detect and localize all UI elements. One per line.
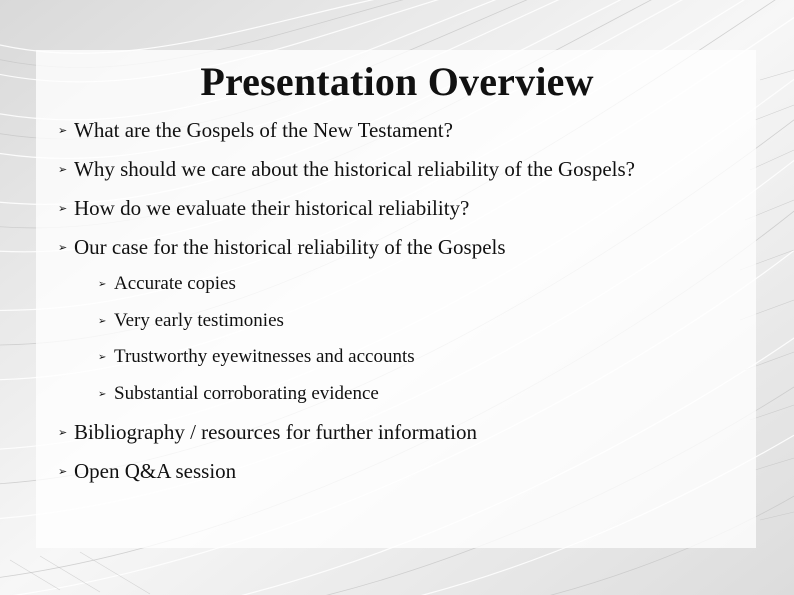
arrow-bullet-icon: ➢ bbox=[98, 315, 107, 327]
list-item-label: Our case for the historical reliability of the Gospels bbox=[74, 235, 506, 259]
sub-list-item bbox=[98, 346, 415, 368]
arrow-bullet-icon: ➢ bbox=[58, 202, 68, 215]
list-item-label: What are the Gospels of the New Testament? bbox=[74, 118, 453, 142]
list-item-label: Why should we care about the historical reliability of the Gospels? bbox=[74, 157, 636, 181]
list-item bbox=[58, 459, 236, 484]
arrow-bullet-icon: ➢ bbox=[58, 163, 68, 176]
arrow-bullet-icon: ➢ bbox=[58, 465, 68, 478]
list-item bbox=[58, 118, 453, 143]
arrow-bullet-icon: ➢ bbox=[98, 351, 107, 363]
list-item bbox=[58, 196, 469, 221]
sub-list-item-label: Substantial corroborating evidence bbox=[114, 383, 379, 404]
arrow-bullet-icon: ➢ bbox=[58, 241, 68, 254]
list-item bbox=[58, 420, 477, 445]
arrow-bullet-icon: ➢ bbox=[98, 388, 107, 400]
sub-list-item-label: Very early testimonies bbox=[114, 310, 284, 331]
sub-list-item-label: Trustworthy eyewitnesses and accounts bbox=[114, 346, 415, 367]
list-item-label: How do we evaluate their historical reliability? bbox=[74, 196, 470, 220]
arrow-bullet-icon: ➢ bbox=[58, 124, 68, 137]
slide-title: Presentation Overview bbox=[200, 59, 594, 104]
list-item bbox=[58, 235, 506, 260]
list-item-label: Open Q&A session bbox=[74, 459, 237, 483]
arrow-bullet-icon: ➢ bbox=[58, 426, 68, 439]
arrow-bullet-icon: ➢ bbox=[98, 278, 107, 290]
sub-list-item bbox=[98, 310, 284, 332]
sub-list-item bbox=[98, 383, 379, 405]
sub-list-item-label: Accurate copies bbox=[114, 273, 236, 294]
list-item-label: Bibliography / resources for further information bbox=[74, 420, 477, 444]
list-item bbox=[58, 157, 635, 182]
sub-list-item bbox=[98, 273, 236, 295]
